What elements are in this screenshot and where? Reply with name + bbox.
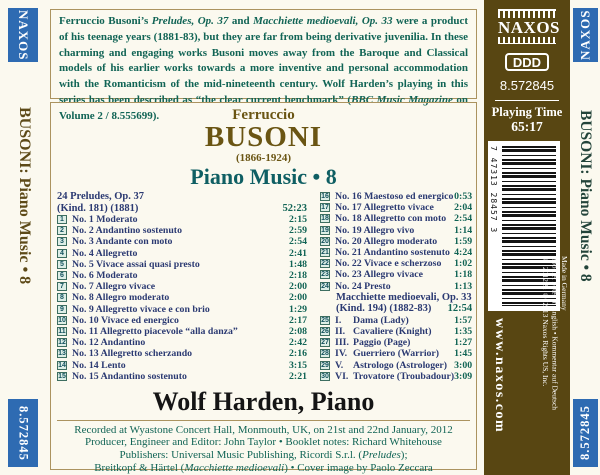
left-naxos-badge: NAXOS xyxy=(8,8,38,62)
track-number-box: 19 xyxy=(321,226,329,234)
right-spine-title xyxy=(570,68,600,323)
track-row xyxy=(320,359,472,370)
track-number-box: 18 xyxy=(321,215,329,223)
track-number-box: 20 xyxy=(321,237,329,245)
track-number-box: 10 xyxy=(58,316,66,324)
intro-paragraph: Ferruccio Busoni’s Preludes, Op. 37 and Macchiette medioevali, Op. 33 were a product of his teenage years (1881-83), but they are far from being derivative juvenilia. In these charming and engaging works Busoni moves away from the Baroque and Classical models of his earlier works towards a more inventive and personal accommodation with the Romanticism of the mid-nineteenth century. Wolf Harden’s playing in this series has been described as “the clear current benchmark” (BBC Music Magazine on Volume 2 / 8.555699). xyxy=(59,15,469,122)
right-spine-title-text: BUSONI: Piano Music • 8 xyxy=(577,109,594,282)
track-title: No. 13 Allegretto scherzando xyxy=(72,348,193,360)
track-number-box: 4 xyxy=(57,249,67,258)
track-title: No. 2 Andantino sostenuto xyxy=(72,225,182,237)
artist-name: Wolf Harden, Piano xyxy=(152,386,375,416)
left-spine-title-text: BUSONI: Piano Music • 8 xyxy=(16,106,33,285)
track-title: No. 6 Moderato xyxy=(72,270,138,282)
work1-title: 24 Preludes, Op. 37 xyxy=(57,191,145,202)
track-row xyxy=(320,191,472,202)
playing-time-value: 65:17 xyxy=(511,119,543,134)
track-duration: 1:35 xyxy=(454,325,473,337)
track-duration: 1:45 xyxy=(454,348,473,360)
track-number-box: 24 xyxy=(321,282,329,290)
work2-title: Macchiette medioevali, Op. 33 xyxy=(336,291,472,303)
track-title: No. 15 Andantino sostenuto xyxy=(72,370,187,382)
track-title: No. 7 Allegro vivace xyxy=(72,281,156,293)
intro-box xyxy=(50,9,477,122)
track-duration: 4:24 xyxy=(454,247,473,259)
track-title: No. 11 Allegretto piacevole “alla danza” xyxy=(72,325,238,337)
left-spine-title xyxy=(0,68,48,323)
track-row xyxy=(57,359,307,370)
track-number-box: 25 xyxy=(321,316,329,324)
track-row xyxy=(57,371,307,382)
fineprint-block xyxy=(541,256,570,472)
track-title: No. 10 Vivace ed energico xyxy=(72,314,179,326)
credits-block xyxy=(56,424,471,474)
track-title: No. 19 Allegro vivo xyxy=(335,224,415,236)
track-number-box: 27 xyxy=(321,339,329,347)
track-duration: 1:48 xyxy=(289,258,307,270)
track-row xyxy=(57,315,307,326)
track-row xyxy=(320,236,472,247)
track-duration: 2:15 xyxy=(289,214,307,226)
track-duration: 2:17 xyxy=(289,314,307,326)
track-row xyxy=(57,292,307,303)
track-duration: 2:54 xyxy=(454,213,473,225)
composer-first-name: Ferruccio xyxy=(232,107,295,123)
track-row xyxy=(320,258,472,269)
track-column-left xyxy=(57,191,307,382)
track-row xyxy=(320,337,472,348)
track-duration: 1:13 xyxy=(454,280,473,292)
track-number-box: 28 xyxy=(321,350,329,358)
track-title: No. 17 Allegretto vivace xyxy=(335,202,434,214)
track-title: No. 16 Maestoso ed energico xyxy=(335,191,454,203)
movement-numeral: III. xyxy=(335,337,349,349)
track-row xyxy=(57,281,307,292)
track-row xyxy=(57,304,307,315)
track-title: No. 22 Vivace e scherzoso xyxy=(335,258,442,270)
credit-line: Publishers: Universal Music Publishing, Ricordi S.r.l. (Preludes); xyxy=(119,449,408,461)
work1-tracks-1-15 xyxy=(57,214,307,382)
track-number-box: 29 xyxy=(321,361,329,369)
movement-numeral: I. xyxy=(335,314,342,326)
track-title: I. Dama (Lady) xyxy=(335,314,409,326)
track-duration: 1:18 xyxy=(454,269,473,281)
track-title: II. Cavaliere (Knight) xyxy=(335,325,432,337)
right-naxos-badge: NAXOS xyxy=(573,8,598,62)
track-title: No. 4 Allegretto xyxy=(72,247,138,259)
track-row xyxy=(320,326,472,337)
track-duration: 1:14 xyxy=(454,224,473,236)
work2-subtitle xyxy=(336,303,472,315)
movement-numeral: II. xyxy=(335,325,346,337)
track-duration: 2:42 xyxy=(289,337,307,349)
track-number-box: 14 xyxy=(58,361,66,369)
track-duration: 2:08 xyxy=(289,325,307,337)
track-row xyxy=(57,259,307,270)
track-row xyxy=(57,270,307,281)
fineprint-made-in: Made in Germany xyxy=(560,256,569,311)
track-number-box: 9 xyxy=(57,305,67,314)
fineprint-booklet-notes: Booklet notes in English • Kommentar auf Deutsch xyxy=(550,256,560,411)
logo-frieze-top-icon xyxy=(498,9,556,18)
track-title: No. 8 Allegro moderato xyxy=(72,292,170,304)
track-title: VI. Trovatore (Troubadour) xyxy=(335,370,455,382)
right-catalog-badge: 8.572845 xyxy=(573,399,598,467)
catalog-number: 8.572845 xyxy=(499,78,555,93)
track-duration: 2:18 xyxy=(289,270,307,282)
track-row xyxy=(320,202,472,213)
track-number-box: 1 xyxy=(57,215,67,224)
track-number-box: 7 xyxy=(57,282,67,291)
naxos-logo xyxy=(498,9,561,44)
track-title: No. 18 Allegretto con moto xyxy=(335,213,447,225)
track-row xyxy=(320,371,472,382)
track-title: No. 21 Andantino sostenuto xyxy=(335,247,450,259)
track-row xyxy=(320,247,472,258)
track-row xyxy=(320,225,472,236)
track-duration: 1:57 xyxy=(454,314,473,326)
track-title: IV. Guerriero (Warrior) xyxy=(335,348,440,360)
track-duration: 3:15 xyxy=(289,359,307,371)
track-number-box: 5 xyxy=(57,260,67,269)
track-row xyxy=(320,348,472,359)
right-spine xyxy=(570,0,600,475)
track-duration: 2:00 xyxy=(289,281,307,293)
track-row xyxy=(320,281,472,292)
track-number-box: 11 xyxy=(58,327,66,335)
track-number-box: 30 xyxy=(321,372,329,380)
info-panel xyxy=(484,0,570,475)
track-column-right xyxy=(320,191,472,382)
logo-frieze-bottom-icon xyxy=(498,37,556,44)
track-listing xyxy=(56,191,471,382)
track-title: No. 23 Allegro vivace xyxy=(335,269,423,281)
work1-kind: (Kind. 181) (1881) xyxy=(57,202,139,214)
track-number-box: 15 xyxy=(58,372,66,380)
track-duration: 2:04 xyxy=(454,202,473,214)
work1-tracks-16-24 xyxy=(320,191,472,292)
track-number-box: 8 xyxy=(57,293,67,302)
track-duration: 1:02 xyxy=(454,258,473,270)
track-duration: 2:00 xyxy=(289,292,307,304)
track-duration: 2:59 xyxy=(289,225,307,237)
track-duration: 3:00 xyxy=(454,359,473,371)
track-number-box: 3 xyxy=(57,237,67,246)
work1-duration: 52:23 xyxy=(282,202,307,214)
track-row xyxy=(57,236,307,247)
credit-line: Producer, Engineer and Editor: John Taylor • Booklet notes: Richard Whitehouse xyxy=(85,436,442,449)
track-number-box: 6 xyxy=(57,271,67,280)
left-spine xyxy=(0,0,48,475)
work2-duration: 12:54 xyxy=(447,303,473,315)
fineprint-copyright: ℗ 2012 & © 2013 Naxos Rights US, Inc. xyxy=(541,256,550,387)
movement-numeral: IV. xyxy=(335,348,348,360)
track-number-box: 13 xyxy=(58,350,66,358)
naxos-website: www.naxos.com xyxy=(492,318,507,434)
movement-numeral: V. xyxy=(335,359,344,371)
track-number-box: 17 xyxy=(321,204,329,212)
track-duration: 2:54 xyxy=(289,236,307,248)
track-title: No. 14 Lento xyxy=(72,359,126,371)
composer-dates: (1866-1924) xyxy=(236,152,291,164)
track-title: V. Astrologo (Astrologer) xyxy=(335,359,448,371)
track-title: No. 12 Andantino xyxy=(72,337,146,349)
track-row xyxy=(57,225,307,236)
series-title: Piano Music • 8 xyxy=(190,164,337,189)
movement-numeral: VI. xyxy=(335,370,349,382)
track-row xyxy=(57,214,307,225)
track-row xyxy=(57,326,307,337)
work2-kind: (Kind. 194) (1882-83) xyxy=(336,303,432,315)
naxos-logo-text: NAXOS xyxy=(498,18,561,37)
track-number-box: 16 xyxy=(321,193,329,201)
track-row xyxy=(320,315,472,326)
main-content xyxy=(48,0,480,475)
program-box xyxy=(50,102,477,474)
credit-line: Breitkopf & Härtel (Macchiette medioevali) • Cover image by Paolo Zeccara xyxy=(94,461,433,474)
track-number-box: 21 xyxy=(321,249,329,257)
track-row xyxy=(57,348,307,359)
track-duration: 2:21 xyxy=(289,370,307,382)
track-title: No. 1 Moderato xyxy=(72,214,138,226)
work1-subtitle xyxy=(57,203,307,215)
credits-divider xyxy=(57,420,470,421)
track-row xyxy=(320,213,472,224)
track-title: No. 20 Allegro moderato xyxy=(335,235,438,247)
playing-time-label: Playing Time xyxy=(491,105,563,119)
playing-time-divider xyxy=(495,100,559,101)
track-duration: 2:41 xyxy=(289,247,307,259)
track-title: III. Paggio (Page) xyxy=(335,337,411,349)
left-catalog-badge: 8.572845 xyxy=(8,399,38,467)
work2-tracks xyxy=(320,315,472,382)
track-duration: 1:59 xyxy=(454,235,473,247)
credit-line: Recorded at Wyastone Concert Hall, Monmouth, UK, on 21st and 22nd January, 2012 xyxy=(74,423,453,436)
track-duration: 3:09 xyxy=(454,370,473,382)
track-title: No. 5 Vivace assai quasi presto xyxy=(72,258,200,270)
track-title: No. 3 Andante con moto xyxy=(72,236,173,248)
track-title: No. 9 Allegretto vivace e con brio xyxy=(72,303,210,315)
track-row xyxy=(57,248,307,259)
track-number-box: 12 xyxy=(58,339,66,347)
track-duration: 2:16 xyxy=(289,348,307,360)
barcode-digits: 7 47313 28457 3 xyxy=(489,146,498,234)
track-duration: 1:29 xyxy=(289,303,307,315)
track-number-box: 22 xyxy=(321,260,329,268)
track-number-box: 26 xyxy=(321,327,329,335)
track-duration: 1:27 xyxy=(454,337,473,349)
track-duration: 0:53 xyxy=(454,191,473,203)
composer-last-name: BUSONI xyxy=(204,121,323,153)
track-row xyxy=(57,337,307,348)
track-row xyxy=(320,269,472,280)
track-number-box: 23 xyxy=(321,271,329,279)
track-number-box: 2 xyxy=(57,226,67,235)
ddd-badge: DDD xyxy=(505,53,549,71)
track-title: No. 24 Presto xyxy=(335,280,391,292)
